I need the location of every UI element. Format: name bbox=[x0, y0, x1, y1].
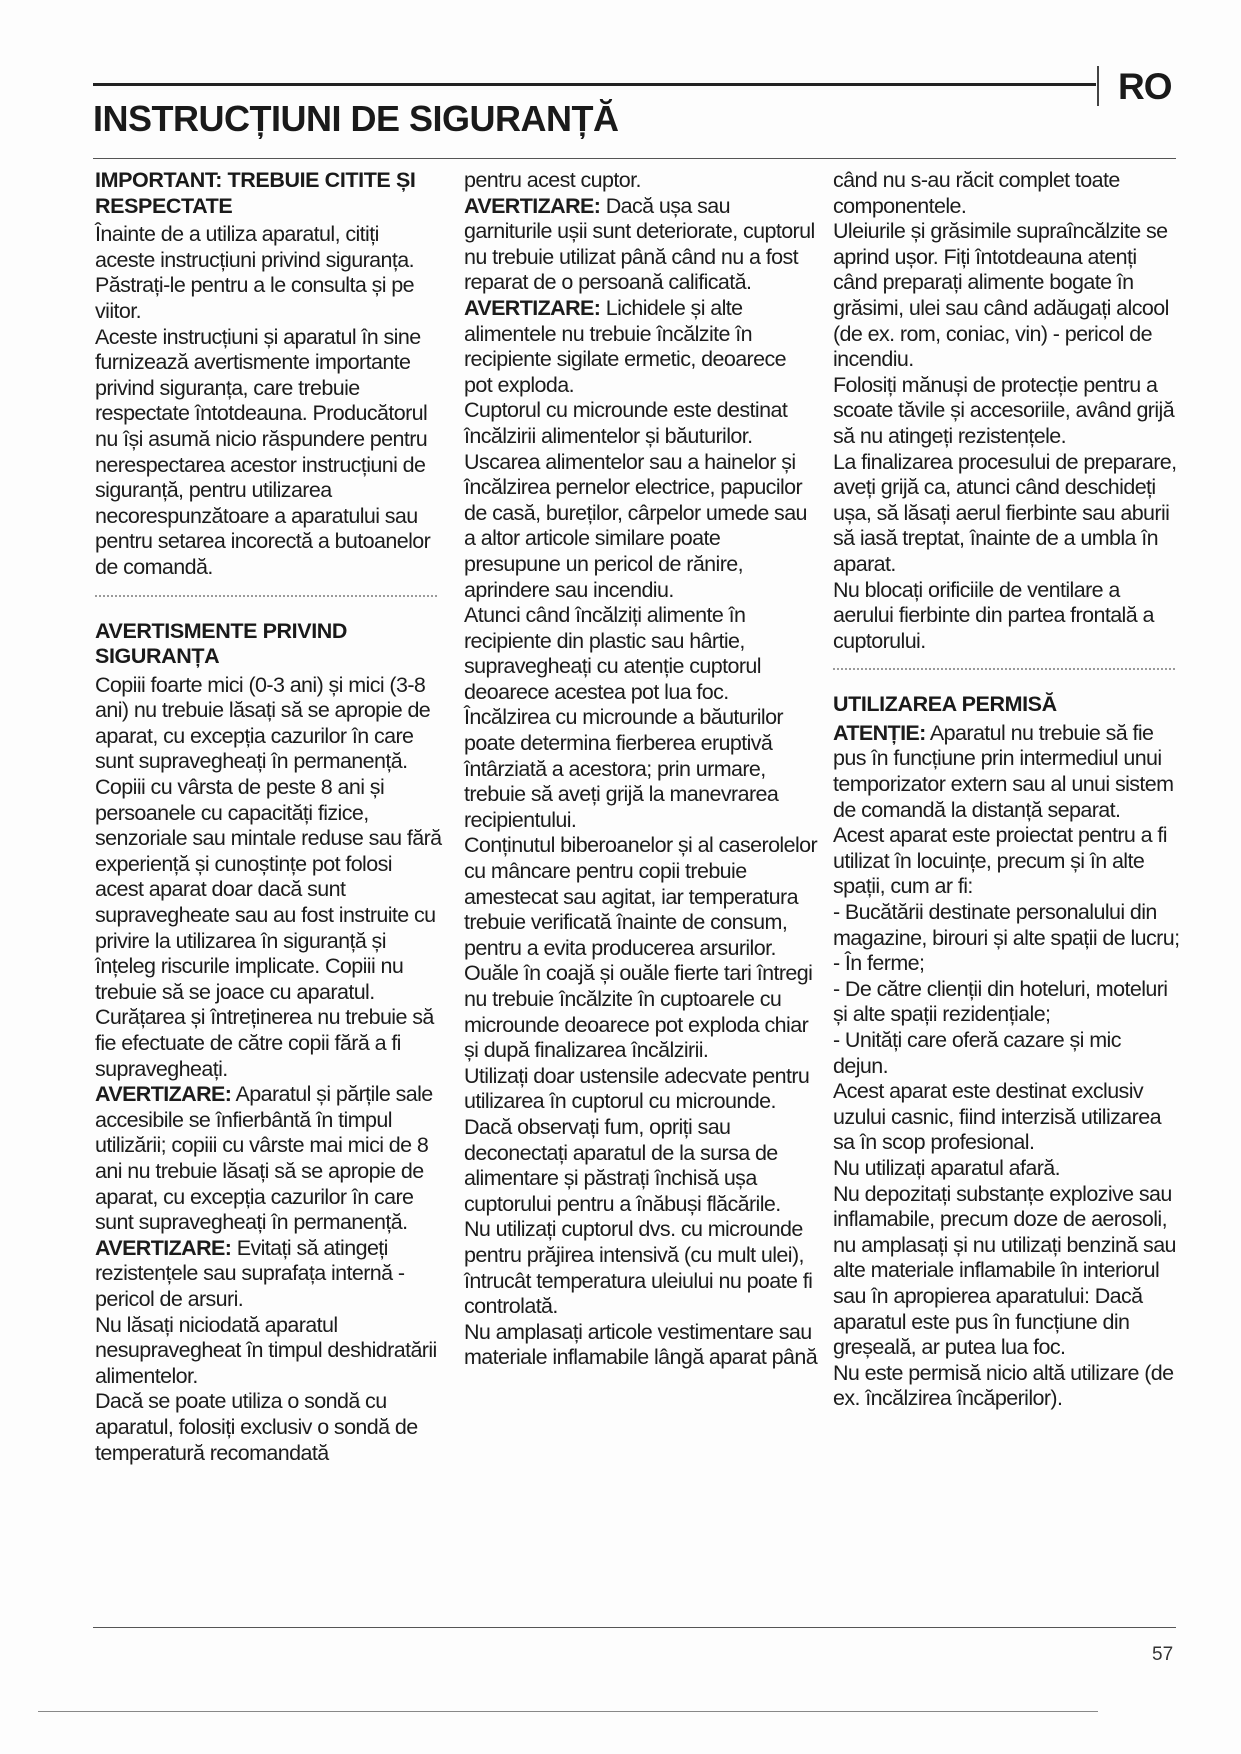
paragraph: când nu s-au răcit complet toate componentele. bbox=[833, 168, 1120, 218]
warning-label: AVERTIZARE: bbox=[95, 1235, 232, 1260]
column-3 bbox=[833, 168, 1181, 1412]
paragraph: Nu utilizați cuptorul dvs. cu microunde pentru prăjirea intensivă (cu mult ulei), întrucât temperatura uleiului nu poate fi controlată. bbox=[464, 1217, 813, 1319]
warning-label: AVERTIZARE: bbox=[464, 193, 601, 218]
attention-paragraph bbox=[833, 721, 1181, 823]
paragraph: Copiii foarte mici (0-3 ani) și mici (3-8 ani) nu trebuie lăsați să se apropie de aparat, cu excepția cazurilor în care sunt supravegheați în permanență. bbox=[95, 672, 431, 774]
paragraph: Atunci când încălziți alimente în recipiente din plastic sau hârtie, supravegheați cu atenție cuptorul deoarece acestea pot lua foc. bbox=[464, 603, 761, 704]
title-rule bbox=[93, 158, 1176, 159]
paragraph: Păstrați-le pentru a le consulta și pe viitor. bbox=[95, 273, 414, 323]
footer-rule bbox=[38, 1711, 1098, 1712]
paragraph: Acest aparat este proiectat pentru a fi utilizat în locuințe, precum și în alte spații, cum ar fi: bbox=[833, 823, 1167, 899]
header-tick bbox=[1097, 66, 1099, 106]
warning-paragraph bbox=[464, 194, 819, 296]
column-1 bbox=[95, 168, 443, 1466]
warning-paragraph bbox=[95, 1082, 443, 1236]
paragraph: Uleiurile și grăsimile supraîncălzite se aprind ușor. Fiți întotdeauna atenți când preparați alimente bogate în grăsimi, ulei sau când adăugați alcool (de ex. rom, coniac, vin) - pericol de incendiu. bbox=[833, 219, 1169, 372]
list-item: - De către clienții din hoteluri, moteluri și alte spații rezidențiale; bbox=[833, 976, 1168, 1027]
paragraph: Nu lăsați niciodată aparatul nesupravegheat în timpul deshidratării alimentelor. bbox=[95, 1312, 437, 1388]
important-heading: IMPORTANT: TREBUIE CITITE ȘI RESPECTATE bbox=[95, 168, 416, 218]
warning-text: Dacă ușa sau garniturile ușii sunt deteriorate, cuptorul nu trebuie utilizat până când nu a fost reparat de o persoană calificată. bbox=[464, 193, 815, 295]
paragraph: Nu este permisă nicio altă utilizare (de ex. încălzirea încăperilor). bbox=[833, 1360, 1174, 1411]
list-item: - În ferme; bbox=[833, 951, 925, 976]
section-divider bbox=[95, 595, 437, 597]
list-item: - Bucătării destinate personalului din magazine, birouri și alte spații de lucru; bbox=[833, 900, 1180, 950]
section-divider bbox=[833, 668, 1175, 670]
paragraph: pentru acest cuptor. bbox=[464, 168, 641, 192]
warning-text: Aparatul și părțile sale accesibile se înfierbântă în timpul utilizării; copiii cu vârste mai mici de 8 ani nu trebuie lăsați să se apropie de aparat, cu excepția cazurilor în care sunt supravegheați în permanență. bbox=[95, 1082, 433, 1235]
warning-label: AVERTIZARE: bbox=[95, 1082, 232, 1107]
paragraph: Nu depozitați substanțe explozive sau inflamabile, precum doze de aerosoli, nu amplasați și nu utilizați benzină sau alte materiale inflamabile în interiorul sau în apropierea aparatului: Dacă aparatul este pus în funcțiune din greșeală, ar putea lua foc. bbox=[833, 1181, 1176, 1360]
warning-text: Evitați să atingeți rezistențele sau suprafața internă - pericol de arsuri. bbox=[95, 1235, 405, 1311]
bottom-rule bbox=[93, 1627, 1176, 1628]
paragraph: Dacă se poate utiliza o sondă cu aparatul, folosiți exclusiv o sondă de temperatură recomandată bbox=[95, 1389, 418, 1465]
language-code: RO bbox=[1118, 66, 1172, 107]
header-top-rule bbox=[93, 83, 1096, 86]
attention-text: Aparatul nu trebuie să fie pus în funcțiune prin intermediul unui temporizator extern sau al unui sistem de comandă la distanță separat. bbox=[833, 720, 1174, 822]
page-number: 57 bbox=[1152, 1644, 1174, 1665]
paragraph: Nu blocați orificiile de ventilare a aerului fierbinte din partea frontală a cuptorului. bbox=[833, 577, 1154, 653]
warning-paragraph bbox=[464, 296, 819, 398]
paragraph: Dacă observați fum, opriți sau deconectați aparatul de la sursa de alimentare și păstrați închisă ușa cuptorului pentru a înăbuși flăcările. bbox=[464, 1114, 781, 1216]
paragraph: Folosiți mănuși de protecție pentru a scoate tăvile și accesoriile, având grijă să nu atingeți rezistențele. bbox=[833, 372, 1175, 448]
column-2 bbox=[464, 168, 819, 1371]
paragraph: La finalizarea procesului de preparare, aveți grijă ca, atunci când deschideți ușa, să lăsați aerul fierbinte sau aburii să iasă treptat, înainte de a umbla în aparat. bbox=[833, 449, 1177, 576]
warnings-heading: AVERTISMENTE PRIVIND SIGURANȚA bbox=[95, 618, 348, 669]
paragraph: Aceste instrucțiuni și aparatul în sine furnizează avertismente importante privind siguranța, care trebuie respectate întotdeauna. Producătorul nu își asumă nicio răspundere pentru nerespectarea acestor instrucțiuni de siguranță, pentru utilizarea necorespunzătoare a aparatului sau pentru setarea incorectă a butoanelor de comandă. bbox=[95, 324, 431, 579]
paragraph: Încălzirea cu microunde a băuturilor poate determina fierberea eruptivă întârziată a acestora; prin urmare, trebuie să aveți grijă la manevrarea recipientului. bbox=[464, 705, 783, 832]
paragraph: Copiii cu vârsta de peste 8 ani și persoanele cu capacități fizice, senzoriale sau mintale reduse sau fără experiență și cunoștințe pot folosi acest aparat doar dacă sunt supravegheate sau au fost instruite cu privire la utilizarea în siguranță și înțeleg riscurile implicate. Copiii nu trebuie să se joace cu aparatul. Curățarea și întreținerea nu trebuie să fie efectuate de către copii fără a fi supravegheați. bbox=[95, 775, 442, 1081]
paragraph: Ouăle în coajă și ouăle fierte tari întregi nu trebuie încălzite în cuptoarele cu microunde deoarece pot exploda chiar și după finalizarea încălzirii. bbox=[464, 961, 813, 1063]
paragraph: Nu utilizați aparatul afară. bbox=[833, 1155, 1060, 1180]
attention-label: ATENȚIE: bbox=[833, 720, 926, 745]
paragraph: Înainte de a utiliza aparatul, citiți aceste instrucțiuni privind siguranța. bbox=[95, 222, 414, 272]
list-item: - Unități care oferă cazare și mic dejun. bbox=[833, 1028, 1121, 1078]
page-title: INSTRUCȚIUNI DE SIGURANȚĂ bbox=[93, 98, 619, 139]
warning-label: AVERTIZARE: bbox=[464, 295, 601, 320]
paragraph: Acest aparat este destinat exclusiv uzului casnic, fiind interzisă utilizarea sa în scop profesional. bbox=[833, 1079, 1161, 1155]
paragraph: Conținutul biberoanelor și al caserolelor cu mâncare pentru copii trebuie amestecat sau agitat, iar temperatura trebuie verificată înainte de consum, pentru a evita producerea arsurilor. bbox=[464, 833, 818, 960]
paragraph: Cuptorul cu microunde este destinat încălzirii alimentelor și băuturilor. Uscarea alimentelor sau a hainelor și încălzirea pernelor electrice, papucilor de casă, bureților, cârpelor umede sau a altor articole similare poate presupune un pericol de rănire, aprindere sau incendiu. bbox=[464, 398, 807, 602]
warning-text: Lichidele și alte alimentele nu trebuie încălzite în recipiente sigilate ermetic, deoarece pot exploda. bbox=[464, 295, 786, 397]
permitted-use-heading: UTILIZAREA PERMISĂ bbox=[833, 692, 1057, 717]
paragraph: Utilizați doar ustensile adecvate pentru utilizarea în cuptorul cu microunde. bbox=[464, 1063, 810, 1114]
paragraph: Nu amplasați articole vestimentare sau materiale inflamabile lângă aparat până bbox=[464, 1319, 818, 1370]
warning-paragraph bbox=[95, 1236, 443, 1313]
